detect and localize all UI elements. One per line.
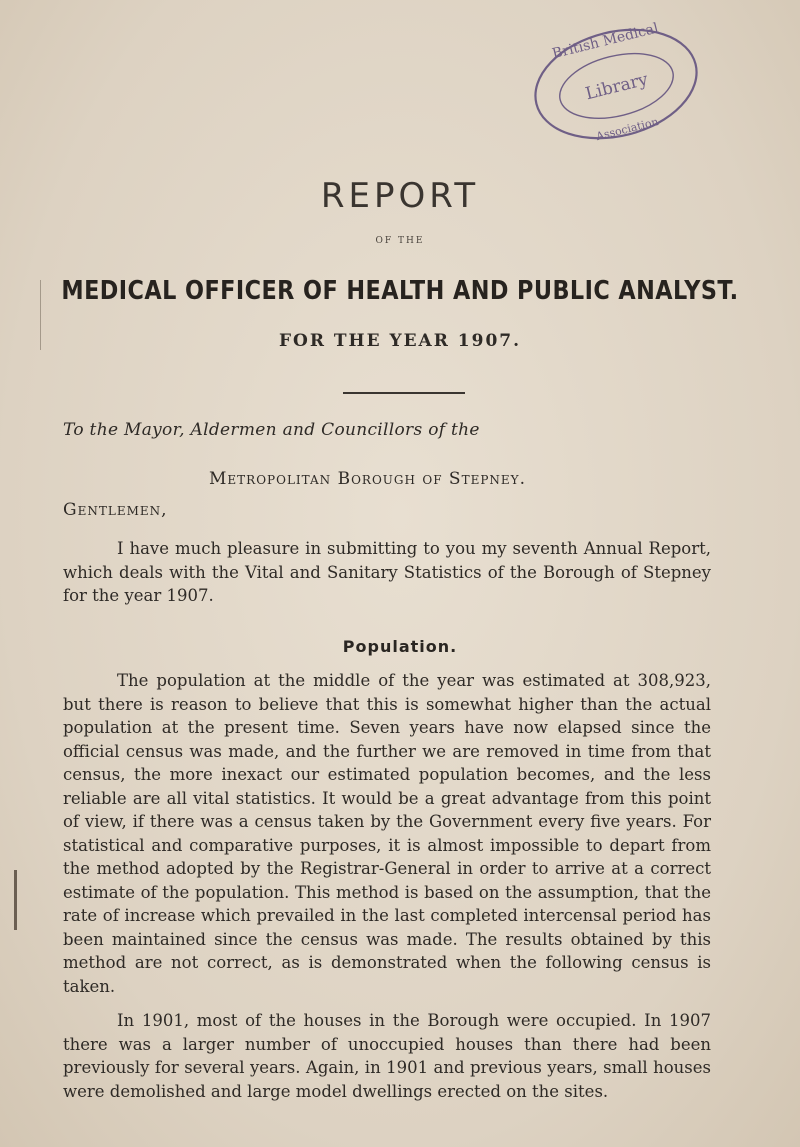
- stamp-text-middle: Library: [583, 69, 651, 105]
- of-the-label: OF THE: [375, 236, 425, 246]
- salutation: Gentlemen,: [63, 500, 168, 520]
- borough-name: Metropolitan Borough of Stepney.: [209, 469, 526, 489]
- library-stamp: [528, 16, 704, 152]
- stamp-text-bottom: Association: [594, 115, 660, 144]
- binding-mark: [14, 870, 17, 930]
- stamp-text-top: British Medical: [550, 20, 661, 63]
- report-subtitle: MEDICAL OFFICER OF HEALTH AND PUBLIC ANALYST.: [61, 276, 739, 306]
- population-paragraph-1: The population at the middle of the year was estimated at 308,923, but there is reason to believe that this is somewhat higher than the actual population at the present time. Seven years have now elapsed since the official census was made, and the further we are removed in time from that census, the more inexact our estimated population becomes, and the less reliable are all vital statistics. It would be a great advantage from this point of view, if there was a census taken by the Government every five years. For statistical and comparative purposes, it is almost impossible to depart from the method adopted by the Registrar-General in order to arrive at a correct estimate of the population. This method is based on the assumption, that the rate of increase which prevailed in the last completed intercensal period has been maintained since the census was made. The results obtained by this method are not correct, as is demonstrated when the following census is taken.: [63, 671, 711, 996]
- population-paragraph-2: In 1901, most of the houses in the Borough were occupied. In 1907 there was a larger number of unoccupied houses than there had been previously for several years. Again, in 1901 and previous years, small houses were demolished and large model dwellings erected on the sites.: [63, 1011, 711, 1101]
- report-title: REPORT: [320, 176, 480, 216]
- intro-paragraph: I have much pleasure in submitting to you my seventh Annual Report, which deals with the Vital and Sanitary Statistics of the Borough of Stepney for the year 1907.: [63, 539, 711, 605]
- binding-mark: [40, 280, 41, 350]
- addressee-line: To the Mayor, Aldermen and Councillors of the: [63, 420, 480, 440]
- report-year: FOR THE YEAR 1907.: [278, 331, 522, 351]
- title-divider: [343, 392, 465, 394]
- section-heading-population: Population.: [342, 637, 458, 656]
